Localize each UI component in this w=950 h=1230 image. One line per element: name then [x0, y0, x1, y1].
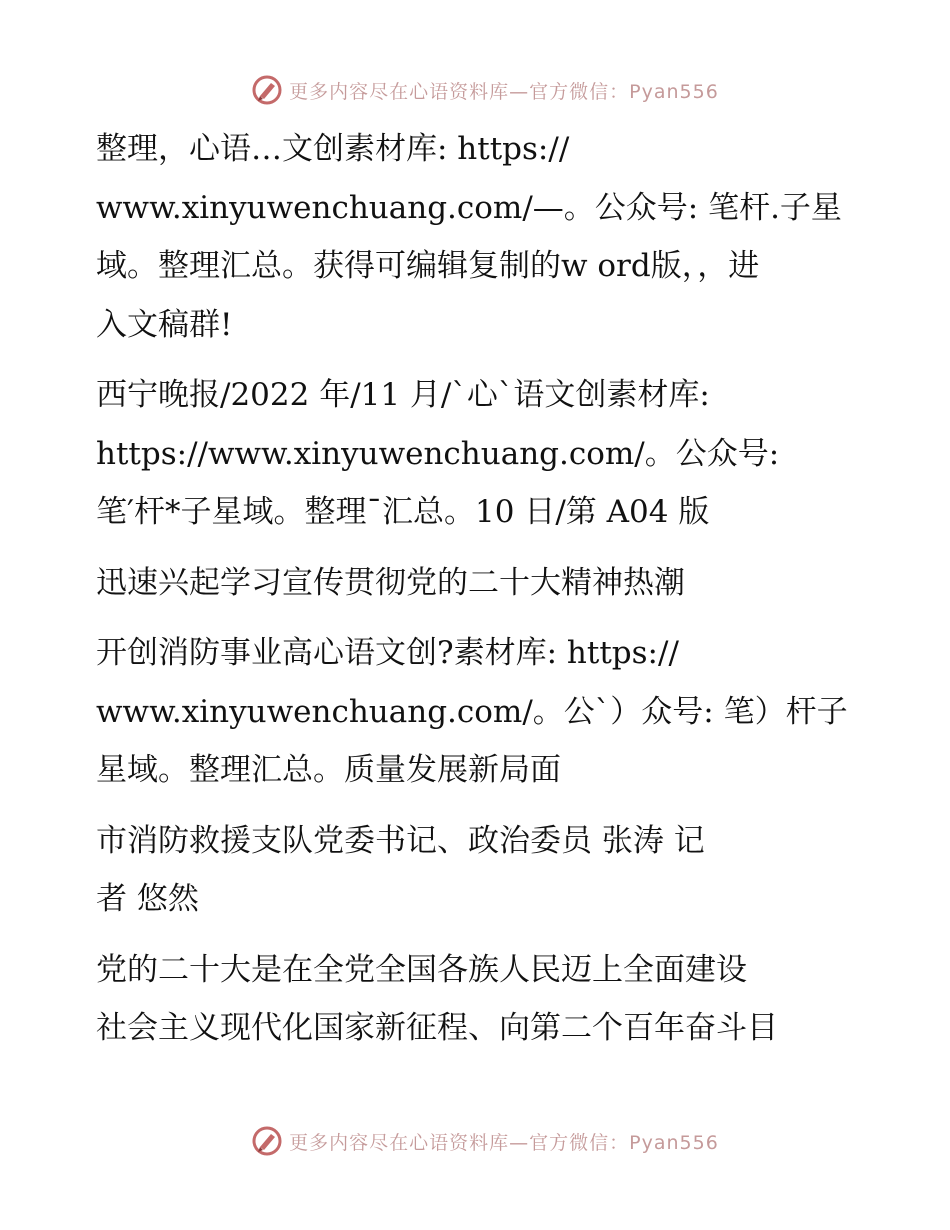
text-line: www.xinyuwenchuang.com/。公`）众号: 笔）杆子 [96, 693, 848, 730]
text-line: www.xinyuwenchuang.com/—。公众号: 笔杆.子星 [96, 189, 842, 226]
text-line: 入文稿群! [96, 306, 233, 343]
pen-logo-icon [251, 1125, 283, 1157]
text-line: 开创消防事业高心语文创?素材库: https:// [96, 635, 679, 671]
paragraph [96, 554, 856, 613]
document-body [96, 120, 856, 1070]
text-line: 者 悠然 [96, 881, 199, 917]
paragraph [96, 624, 856, 800]
text-line: 社会主义现代化国家新征程、向第二个百年奋斗目 [96, 1010, 778, 1046]
text-line: 市消防救援支队党委书记、政治委员 张涛 记 [96, 822, 705, 859]
text-line: 党的二十大是在全党全国各族人民迈上全面建设 [96, 951, 747, 988]
text-line: https://www.xinyuwenchuang.com/。公众号: [96, 435, 780, 472]
text-line: 域。整理汇总。获得可编辑复制的w ord版，，进 [96, 248, 760, 284]
text-line: 整理，心语…文创素材库: https:// [96, 131, 570, 167]
watermark-text: 更多内容尽在心语资料库—官方微信：Pyan556 [289, 80, 719, 103]
paragraph [96, 120, 856, 354]
text-line: 西宁晚报/2022 年/11 月/`心`语文创素材库: [96, 377, 710, 413]
footer-watermark [0, 1121, 950, 1161]
paragraph [96, 941, 856, 1058]
watermark-text: 更多内容尽在心语资料库—官方微信：Pyan556 [289, 1131, 719, 1154]
pen-logo-icon [251, 74, 283, 106]
header-watermark [0, 70, 950, 110]
text-line: 笔′杆*子星域。整理¯汇总。10 日/第 A04 版 [96, 494, 710, 530]
text-line: 迅速兴起学习宣传贯彻党的二十大精神热潮 [96, 564, 685, 601]
paragraph [96, 812, 856, 929]
paragraph [96, 366, 856, 542]
text-line: 星域。整理汇总。质量发展新局面 [96, 752, 561, 788]
